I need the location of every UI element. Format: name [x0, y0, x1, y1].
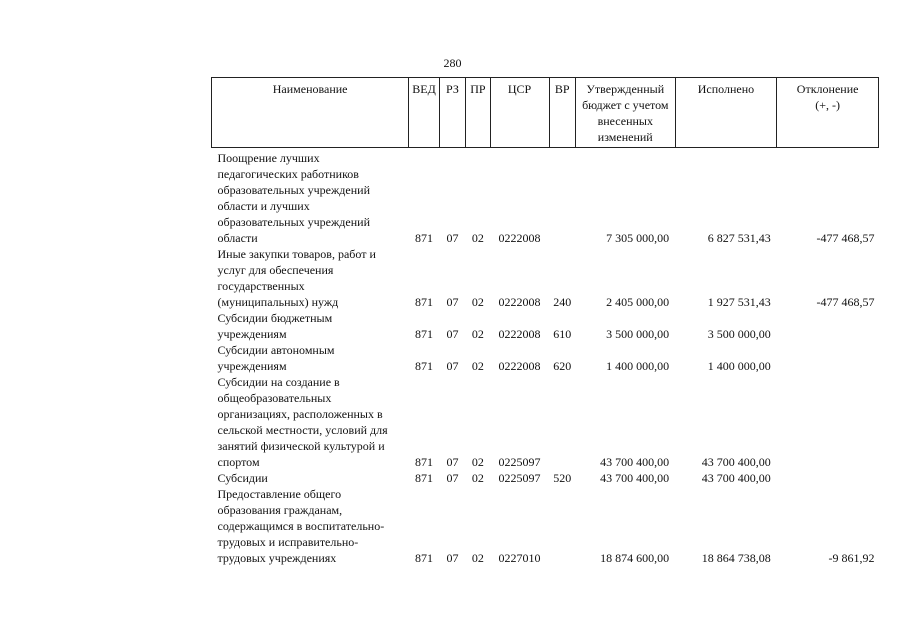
cell-name-line: Поощрение лучших: [217, 151, 320, 165]
cell-name-line: образования гражданам,: [217, 503, 343, 517]
cell-executed: 18 864 738,08: [701, 551, 771, 565]
cell-name-line: содержащимся в воспитательно-: [217, 519, 385, 533]
cell-name-line: общеобразовательных: [217, 391, 332, 405]
cell-ved: 871: [415, 359, 433, 373]
header-approved-line: бюджет с учетом: [582, 98, 669, 112]
table-row: [212, 470, 879, 486]
table-body: [212, 148, 879, 567]
cell-ved: 871: [415, 295, 433, 309]
cell-name-line: Субсидии на создание в: [217, 375, 340, 389]
header-vr: ВР: [549, 78, 575, 148]
cell-name-line: (муниципальных) нужд: [217, 295, 339, 309]
table-row: [212, 374, 879, 470]
cell-name-line: Субсидии бюджетным: [217, 311, 333, 325]
cell-ved: 871: [415, 551, 433, 565]
table-row: [212, 486, 879, 566]
cell-name-line: области: [217, 231, 258, 245]
cell-name-line: Иные закупки товаров, работ и: [217, 247, 376, 261]
table-row: [212, 342, 879, 374]
cell-pr: 02: [471, 231, 484, 245]
cell-vr: [549, 374, 575, 470]
table-header-row: [212, 78, 879, 148]
cell-name-line: Субсидии: [217, 471, 268, 485]
cell-approved: 1 400 000,00: [606, 359, 670, 373]
header-deviation-line: (+, -): [815, 98, 841, 112]
cell-executed: 6 827 531,43: [707, 231, 771, 245]
header-pr: ПР: [466, 78, 490, 148]
cell-name: [212, 310, 409, 342]
cell-name: [212, 486, 409, 566]
cell-rz: 07: [446, 327, 459, 341]
cell-approved: 7 305 000,00: [606, 231, 670, 245]
cell-csr: 0222008: [498, 327, 541, 341]
cell-name-line: Субсидии автономным: [217, 343, 335, 357]
cell-deviation: [777, 342, 879, 374]
cell-name-line: трудовых и исправительно-: [217, 535, 359, 549]
cell-pr: 02: [471, 551, 484, 565]
cell-vr: [549, 148, 575, 247]
cell-executed: 1 400 000,00: [707, 359, 771, 373]
cell-deviation: -477 468,57: [816, 295, 875, 309]
cell-vr: 240: [553, 295, 572, 309]
cell-ved: 871: [415, 471, 433, 485]
cell-name: [212, 342, 409, 374]
cell-rz: 07: [446, 231, 459, 245]
cell-name-line: области и лучших: [217, 199, 310, 213]
cell-pr: 02: [471, 455, 484, 469]
cell-deviation: [777, 470, 879, 486]
cell-name-line: учреждениям: [217, 359, 287, 373]
cell-csr: 0227010: [498, 551, 541, 565]
header-name: Наименование: [212, 78, 409, 148]
cell-name-line: занятий физической культурой и: [217, 439, 385, 453]
cell-pr: 02: [471, 471, 484, 485]
cell-pr: 02: [471, 359, 484, 373]
cell-deviation: [777, 310, 879, 342]
cell-ved: 871: [415, 455, 433, 469]
cell-executed: 3 500 000,00: [707, 327, 771, 341]
cell-approved: 3 500 000,00: [606, 327, 670, 341]
cell-name-line: педагогических работников: [217, 167, 359, 181]
cell-pr: 02: [471, 327, 484, 341]
cell-name-line: услуг для обеспечения: [217, 263, 334, 277]
cell-rz: 07: [446, 551, 459, 565]
cell-deviation: [777, 374, 879, 470]
cell-executed: 43 700 400,00: [701, 471, 771, 485]
cell-pr: 02: [471, 295, 484, 309]
cell-deviation: -9 861,92: [828, 551, 875, 565]
cell-csr: 0222008: [498, 295, 541, 309]
table-row: [212, 310, 879, 342]
cell-name-line: Предоставление общего: [217, 487, 342, 501]
cell-name-line: трудовых учреждениях: [217, 551, 337, 565]
cell-approved: 43 700 400,00: [600, 455, 670, 469]
header-deviation: [777, 78, 879, 148]
cell-name: [212, 374, 409, 470]
cell-ved: 871: [415, 327, 433, 341]
cell-name-line: учреждениям: [217, 327, 287, 341]
header-approved-line: внесенных: [597, 114, 653, 128]
header-executed: Исполнено: [675, 78, 777, 148]
header-deviation-line: Отклонение: [796, 82, 859, 96]
header-ved: ВЕД: [409, 78, 440, 148]
cell-name: [212, 470, 409, 486]
header-approved-line: Утвержденный: [586, 82, 665, 96]
cell-vr: 520: [553, 471, 572, 485]
header-approved: [575, 78, 675, 148]
header-csr: ЦСР: [490, 78, 549, 148]
budget-execution-table: [211, 77, 879, 566]
page-number: 280: [443, 56, 462, 70]
header-approved-line: изменений: [597, 130, 653, 144]
cell-executed: 43 700 400,00: [701, 455, 771, 469]
table-row: [212, 148, 879, 247]
cell-name-line: спортом: [217, 455, 260, 469]
cell-approved: 2 405 000,00: [606, 295, 670, 309]
cell-rz: 07: [446, 295, 459, 309]
cell-name-line: образовательных учреждений: [217, 215, 370, 229]
header-rz: РЗ: [439, 78, 465, 148]
cell-ved: 871: [415, 231, 433, 245]
cell-executed: 1 927 531,43: [707, 295, 771, 309]
cell-name-line: организациях, расположенных в: [217, 407, 383, 421]
cell-csr: 0225097: [498, 471, 541, 485]
cell-vr: 620: [553, 359, 572, 373]
cell-csr: 0222008: [498, 231, 541, 245]
cell-name-line: государственных: [217, 279, 305, 293]
cell-vr: 610: [553, 327, 572, 341]
cell-csr: 0225097: [498, 455, 541, 469]
cell-vr: [549, 486, 575, 566]
cell-name: [212, 246, 409, 310]
cell-rz: 07: [446, 455, 459, 469]
cell-approved: 43 700 400,00: [600, 471, 670, 485]
cell-deviation: -477 468,57: [816, 231, 875, 245]
cell-approved: 18 874 600,00: [600, 551, 670, 565]
cell-name: [212, 148, 409, 247]
cell-name-line: сельской местности, условий для: [217, 423, 388, 437]
cell-rz: 07: [446, 359, 459, 373]
cell-name-line: образовательных учреждений: [217, 183, 370, 197]
table-row: [212, 246, 879, 310]
cell-rz: 07: [446, 471, 459, 485]
cell-csr: 0222008: [498, 359, 541, 373]
